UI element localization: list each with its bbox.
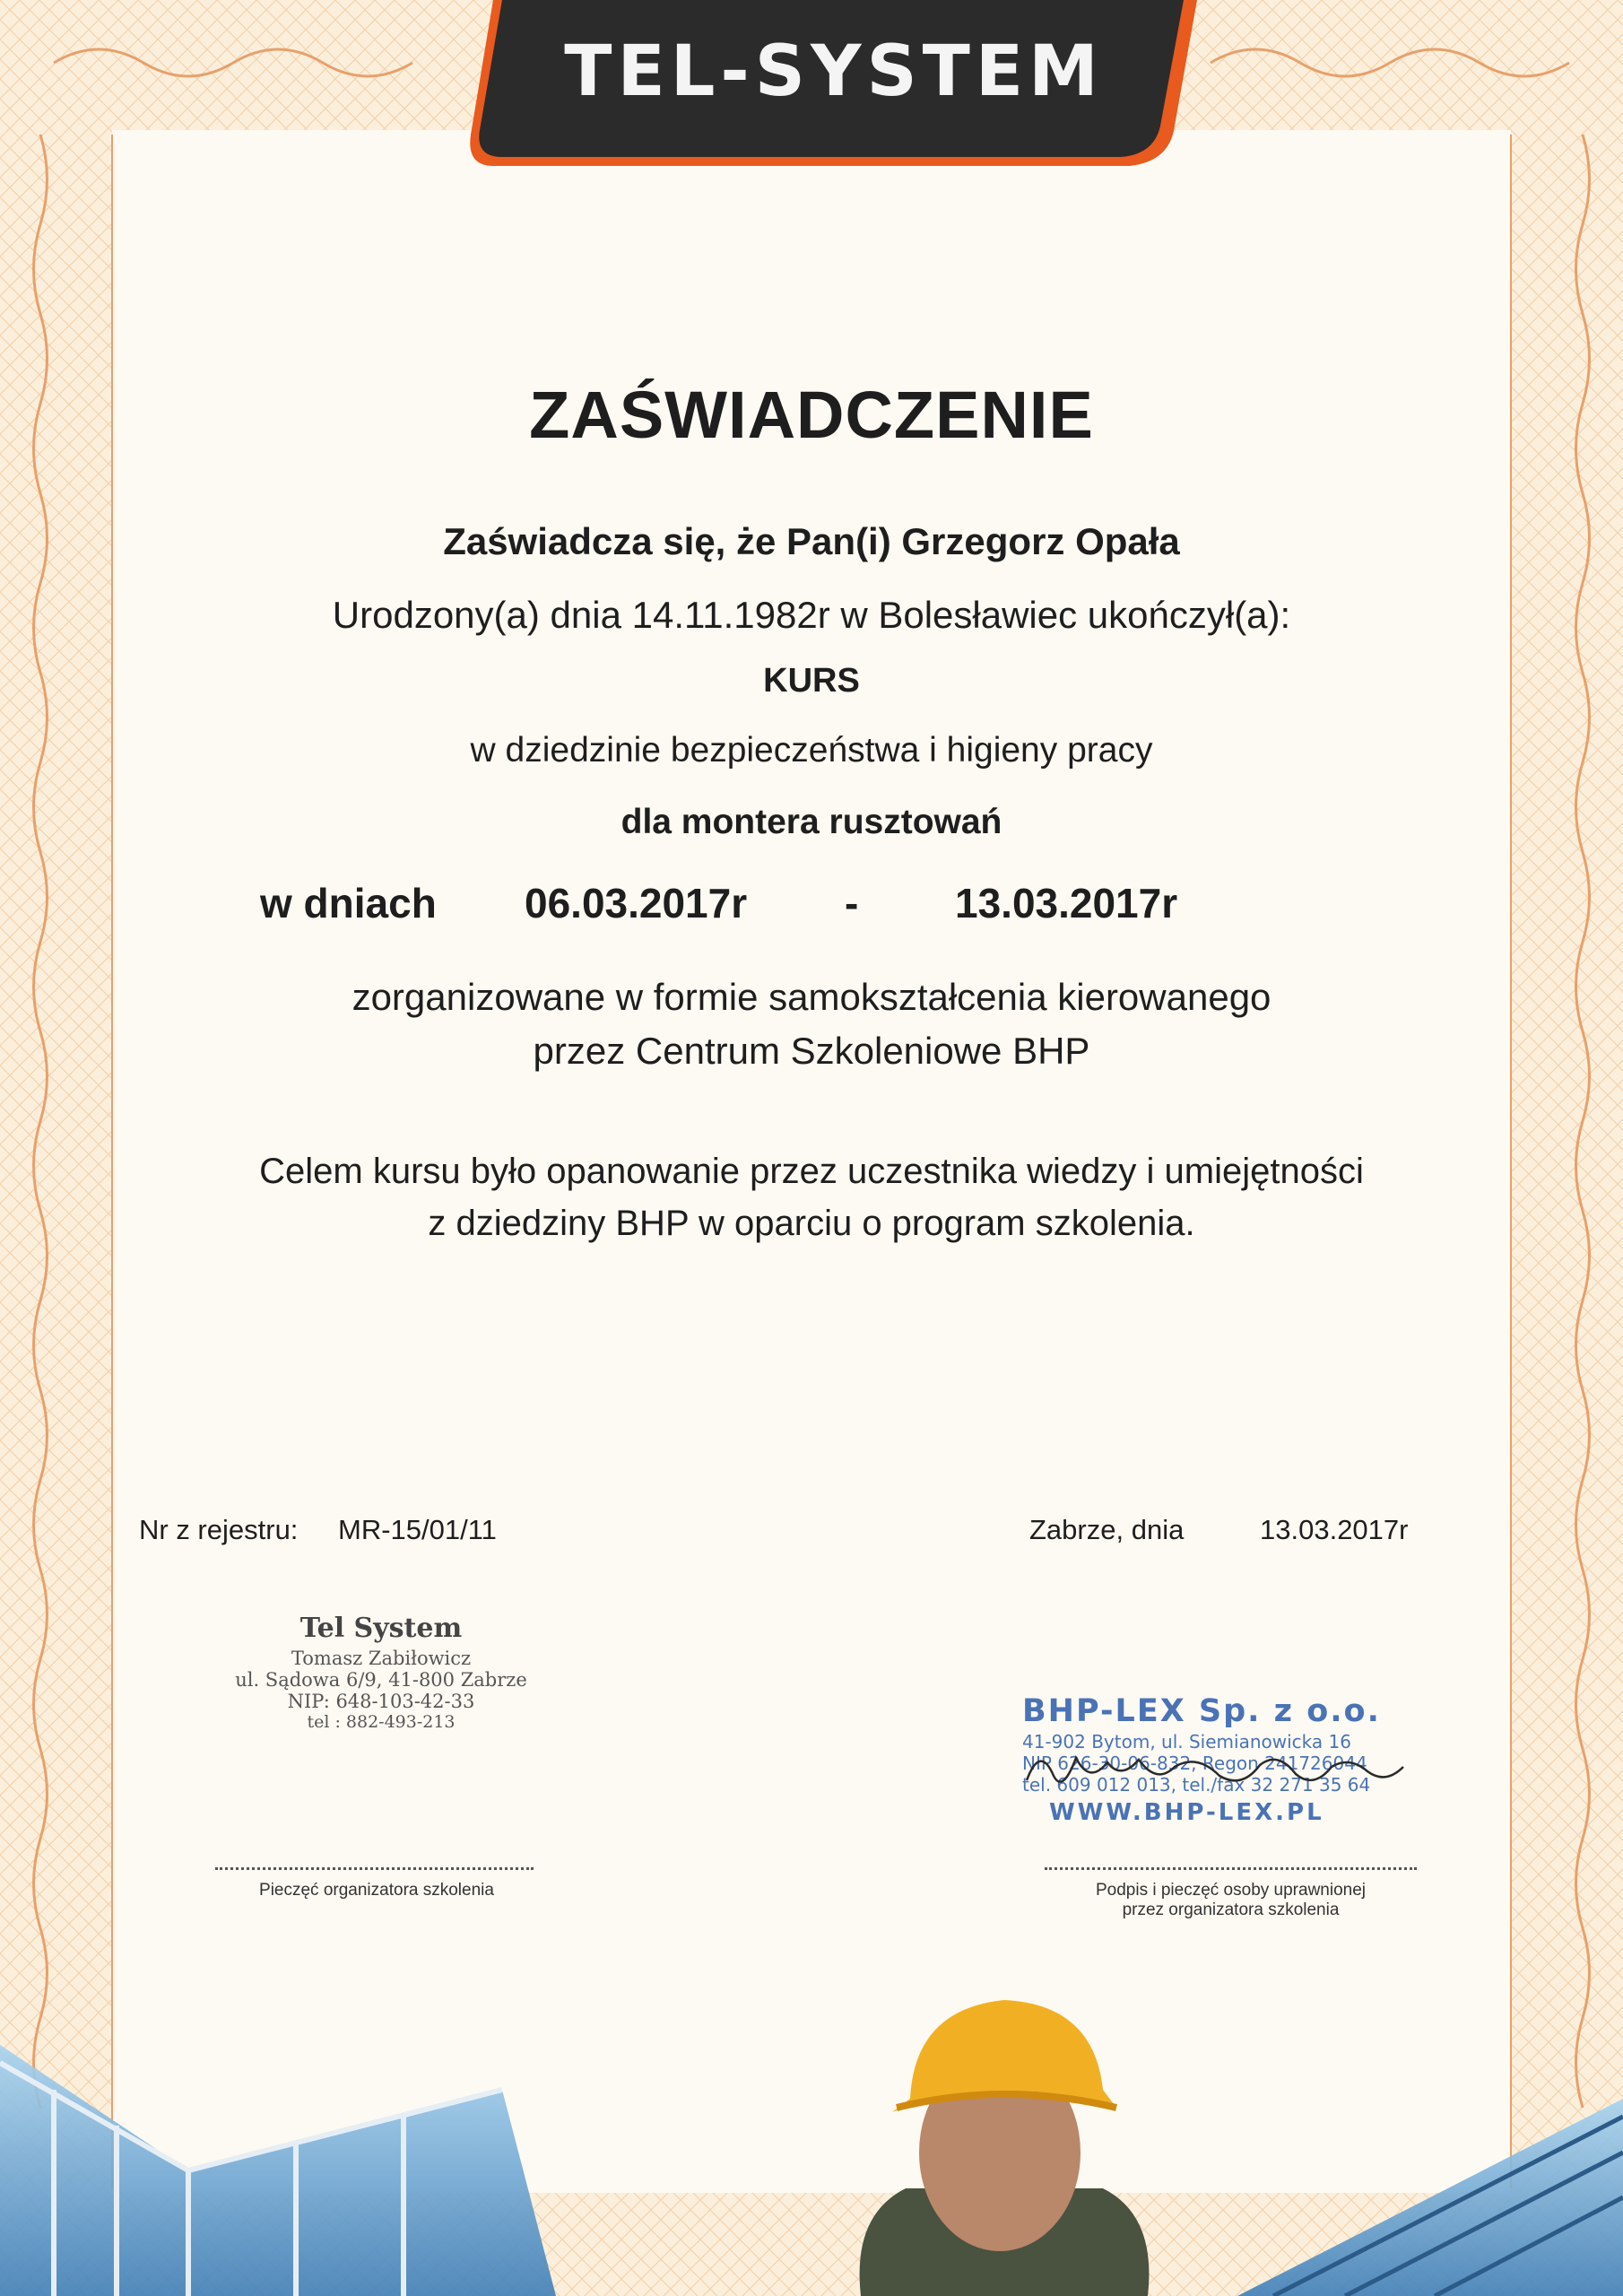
birth-line: Urodzony(a) dnia 14.11.1982r w Bolesławiec ukończył(a): — [332, 594, 1291, 636]
certificate-title: ZAŚWIADCZENIE — [529, 378, 1094, 452]
organized-line-2: przez Centrum Szkoleniowe BHP — [533, 1030, 1090, 1072]
bhp-lex-name: BHP-LEX Sp. z o.o. — [1022, 1693, 1381, 1729]
left-signature-line — [215, 1867, 534, 1870]
date-dash: - — [845, 880, 859, 926]
bhp-lex-www: WWW.BHP-LEX.PL — [1049, 1799, 1324, 1826]
organizer-stamp — [202, 1613, 560, 1732]
right-caption-line-1: Podpis i pieczęć osoby uprawnionej — [1095, 1881, 1366, 1900]
bhp-lex-tel: tel. 609 012 013, tel./fax 32 271 35 64 — [1022, 1774, 1371, 1796]
stamp-address: ul. Sądowa 6/9, 41-800 Zabrze — [235, 1669, 527, 1691]
stamp-nip: NIP: 648-103-42-33 — [287, 1691, 475, 1712]
field-line: w dziedzinie bezpieczeństwa i higieny pracy — [470, 731, 1153, 770]
goal-line-2: z dziedziny BHP w oparciu o program szkolenia. — [428, 1204, 1195, 1243]
date-end: 13.03.2017r — [955, 880, 1178, 926]
handwritten-signature — [1022, 1740, 1417, 1803]
right-signature-line — [1045, 1867, 1417, 1870]
bhp-lex-address: 41-902 Bytom, ul. Siemianowicka 16 — [1022, 1731, 1351, 1752]
stamp-person: Tomasz Zabiłowicz — [291, 1648, 472, 1669]
right-caption — [1031, 1881, 1430, 1920]
certifies-line: Zaświadcza się, że Pan(i) Grzegorz Opała — [443, 520, 1180, 562]
dates-prefix: w dniach — [260, 880, 437, 926]
date-start: 06.03.2017r — [525, 880, 748, 926]
organized-line-1: zorganizowane w formie samokształcenia kierowanego — [352, 976, 1271, 1018]
logo-text: TEL-SYSTEM — [564, 31, 1104, 112]
stamp-company: Tel System — [299, 1613, 463, 1644]
place-date-label: Zabrze, dnia — [1029, 1514, 1185, 1545]
left-caption: Pieczęć organizatora szkolenia — [259, 1881, 494, 1900]
register-value: MR-15/01/11 — [338, 1514, 497, 1545]
course-label: KURS — [763, 662, 860, 700]
goal-line-1: Celem kursu było opanowanie przez uczestnika wiedzy i umiejętności — [259, 1152, 1364, 1191]
bhp-lex-ids: NIP 626-30-06-832, Regon 241726044 — [1022, 1752, 1367, 1774]
stamp-tel: tel : 882-493-213 — [307, 1712, 456, 1732]
course-for-line: dla montera rusztowań — [621, 803, 1002, 841]
right-caption-line-2: przez organizatora szkolenia — [1122, 1900, 1340, 1919]
register-label: Nr z rejestru: — [139, 1514, 299, 1545]
place-date-value: 13.03.2017r — [1260, 1514, 1409, 1545]
